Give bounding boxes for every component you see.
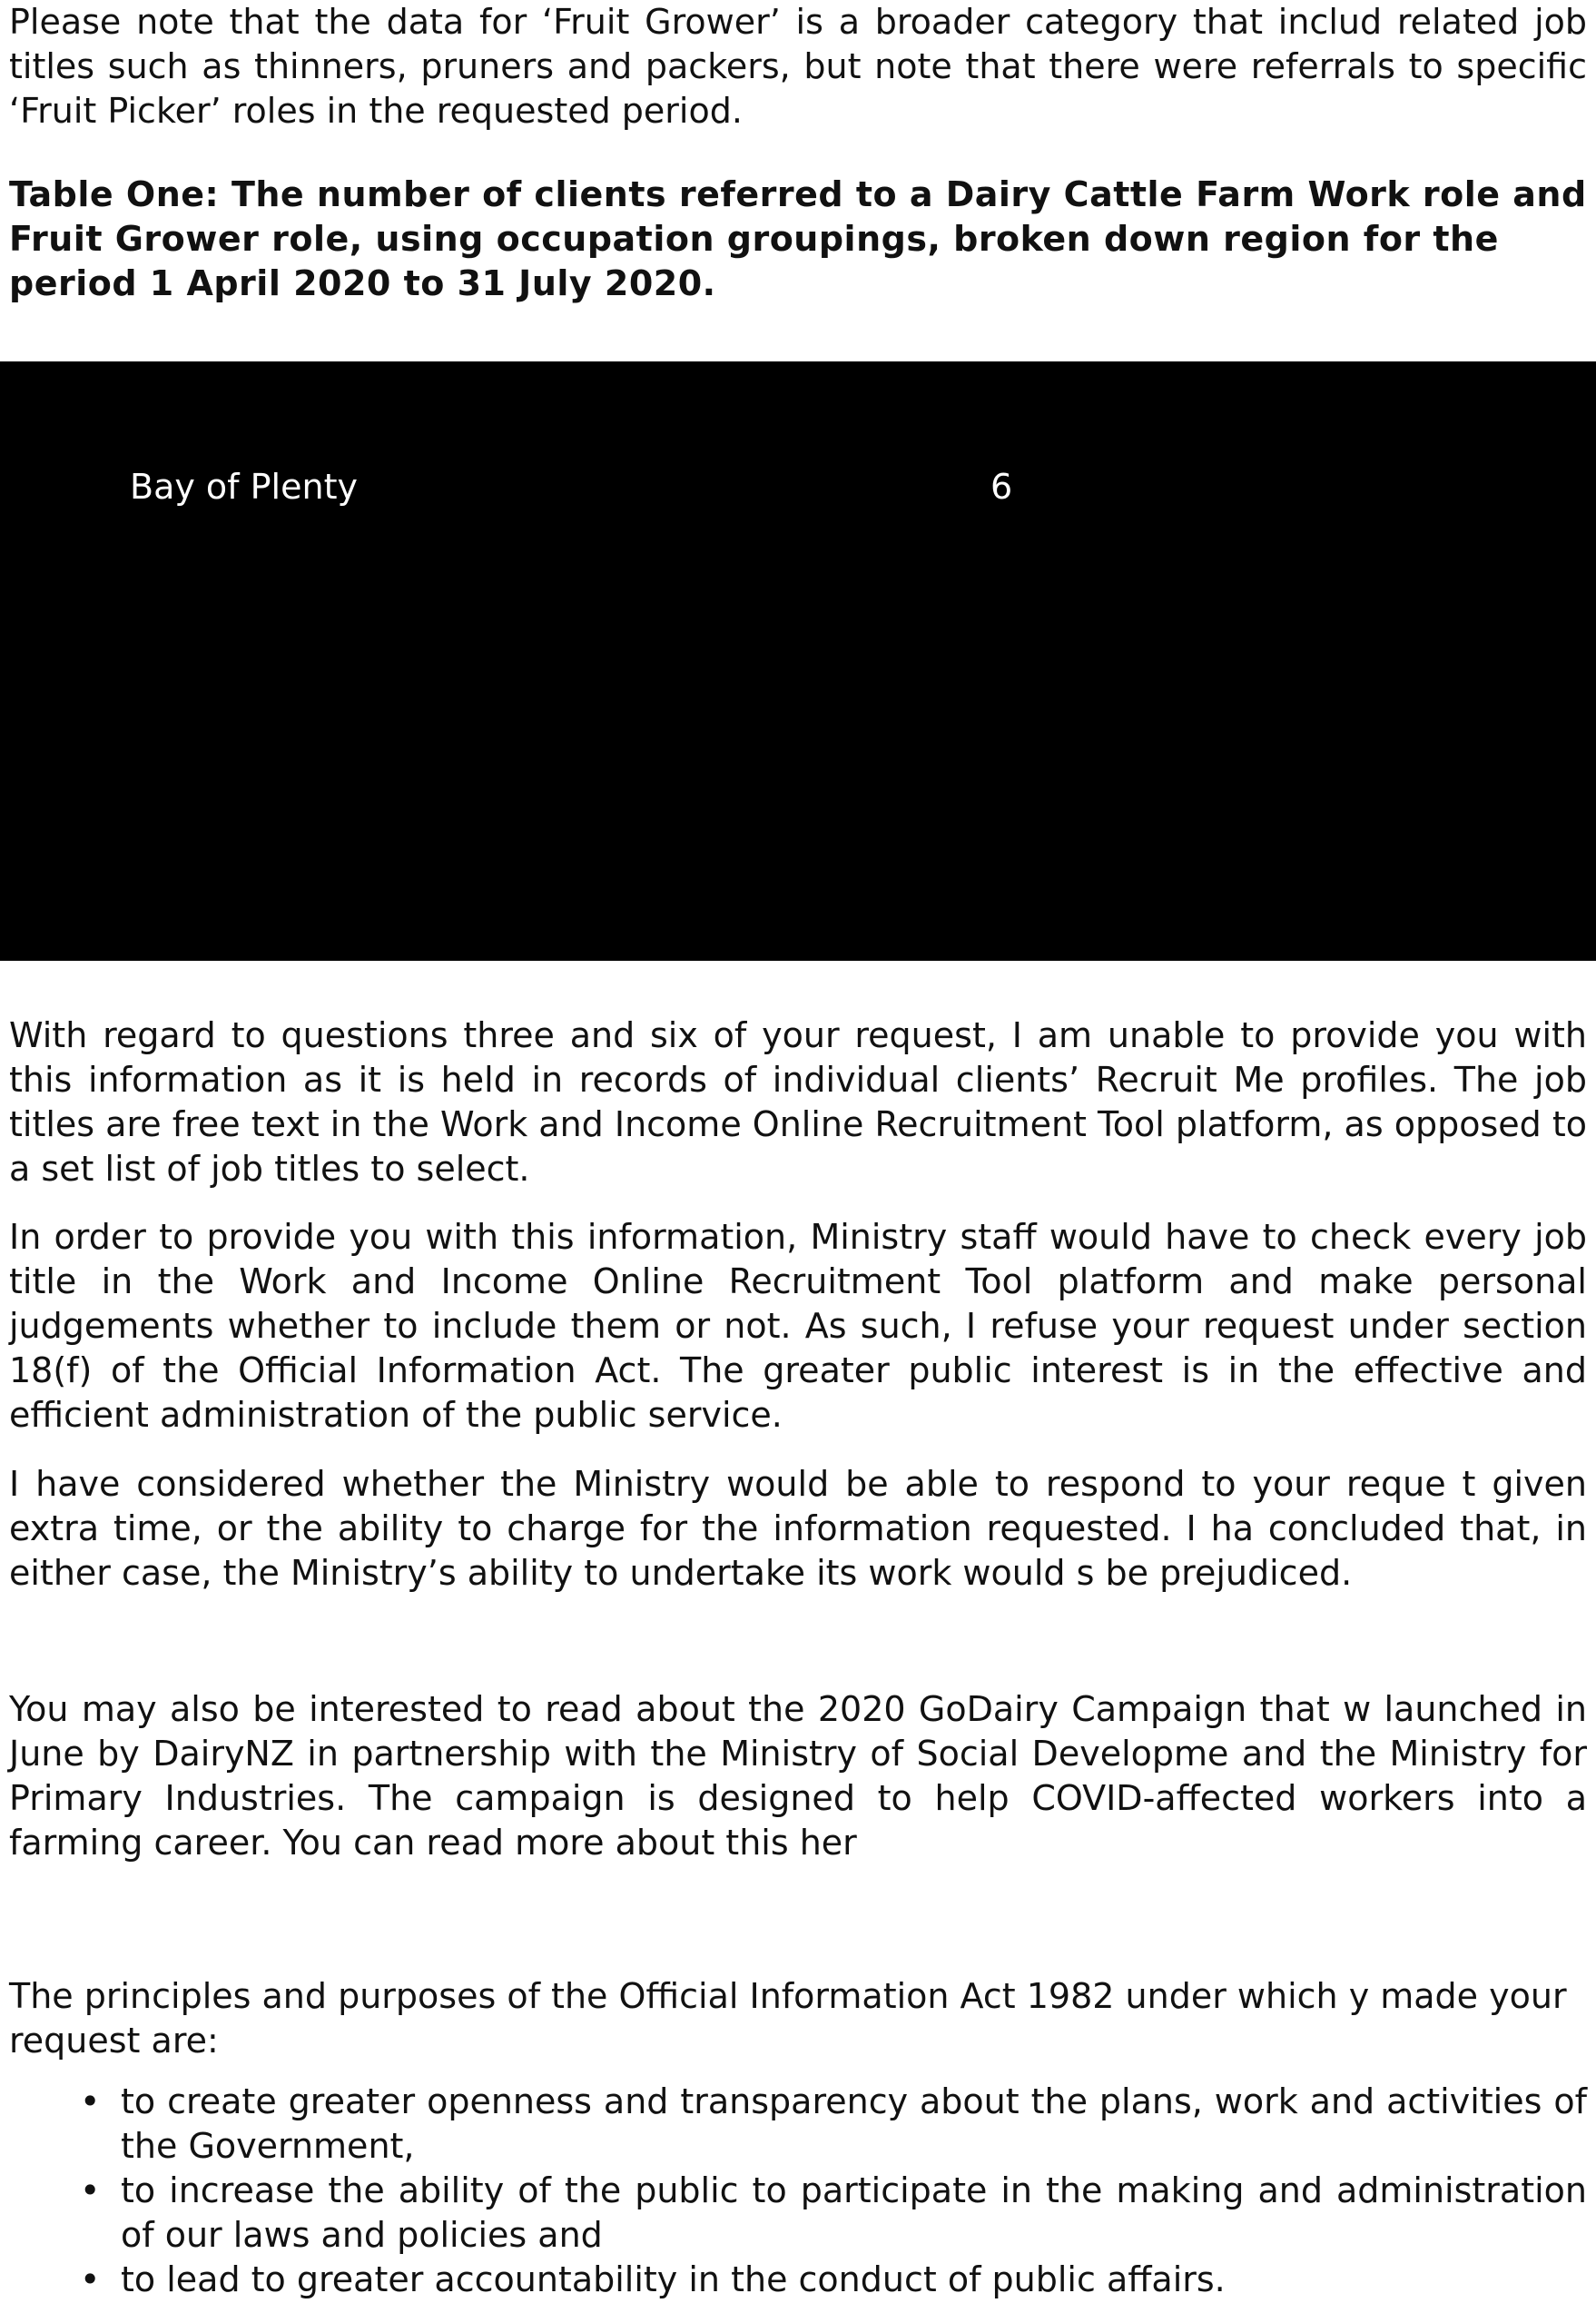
- paragraph-refusal-section-18f: In order to provide you with this information, Ministry staff would have to check every job title in the Work and Income Online Recruitment Tool platform and make personal judgements whether to include them or not. As such, I refuse your request under section 18(f) of the Official Information Act. The greater public interest is in the effective and efficient administration of the public service.: [9, 1217, 1587, 1435]
- list-item: [0, 2080, 1587, 2169]
- table-caption: Table One: The number of clients referred to a Dairy Cattle Farm Work role and Fruit Grower role, using occupation groupings, broken down region for the period 1 April 2020 to 31 July 2020.: [9, 174, 1587, 303]
- paragraph-extra-time-consideration: I have considered whether the Ministry would be able to respond to your reque t given extra time, or the ability to charge for the information requested. I ha concluded that, in either case, the Ministry’s ability to undertake its work would s be prejudiced.: [9, 1464, 1587, 1593]
- table-cell-value: 6: [990, 467, 1013, 507]
- list-item: [0, 2258, 1587, 2302]
- list-item-text: to increase the ability of the public to participate in the making and administration of our laws and policies and: [121, 2170, 1587, 2255]
- list-item-text: to lead to greater accountability in the conduct of public affairs.: [121, 2259, 1226, 2299]
- bullet-icon: •: [80, 2081, 101, 2121]
- bullet-icon: •: [80, 2259, 101, 2299]
- table-cell-region: Bay of Plenty: [130, 467, 358, 507]
- paragraph-oia-principles: The principles and purposes of the Official Information Act 1982 under which y made your request are:: [9, 1976, 1567, 2061]
- redacted-table: [0, 361, 1596, 961]
- list-item-text: to create greater openness and transparency about the plans, work and activities of the Government,: [121, 2081, 1587, 2166]
- paragraph-godairy-campaign: You may also be interested to read about the 2020 GoDairy Campaign that w launched in June by DairyNZ in partnership with the Ministry of Social Developme and the Ministry for Primary Industries. The campaign is designed to help COVID-affected workers into a farming career. You can read more about this her: [9, 1689, 1587, 1863]
- oia-principles-list: [0, 2080, 1587, 2302]
- list-item: [0, 2169, 1587, 2258]
- paragraph-questions-three-six: With regard to questions three and six of your request, I am unable to provide you with this information as it is held in records of individual clients’ Recruit Me profiles. The job titles are free text in the Work and Income Online Recruitment Tool platform, as opposed to a set list of job titles to select.: [9, 1015, 1587, 1189]
- bullet-icon: •: [80, 2170, 101, 2210]
- paragraph-fruit-grower-note: Please note that the data for ‘Fruit Grower’ is a broader category that includ related job titles such as thinners, pruners and packers, but note that there were referrals to specific ‘Fruit Picker’ roles in the requested period.: [9, 2, 1587, 131]
